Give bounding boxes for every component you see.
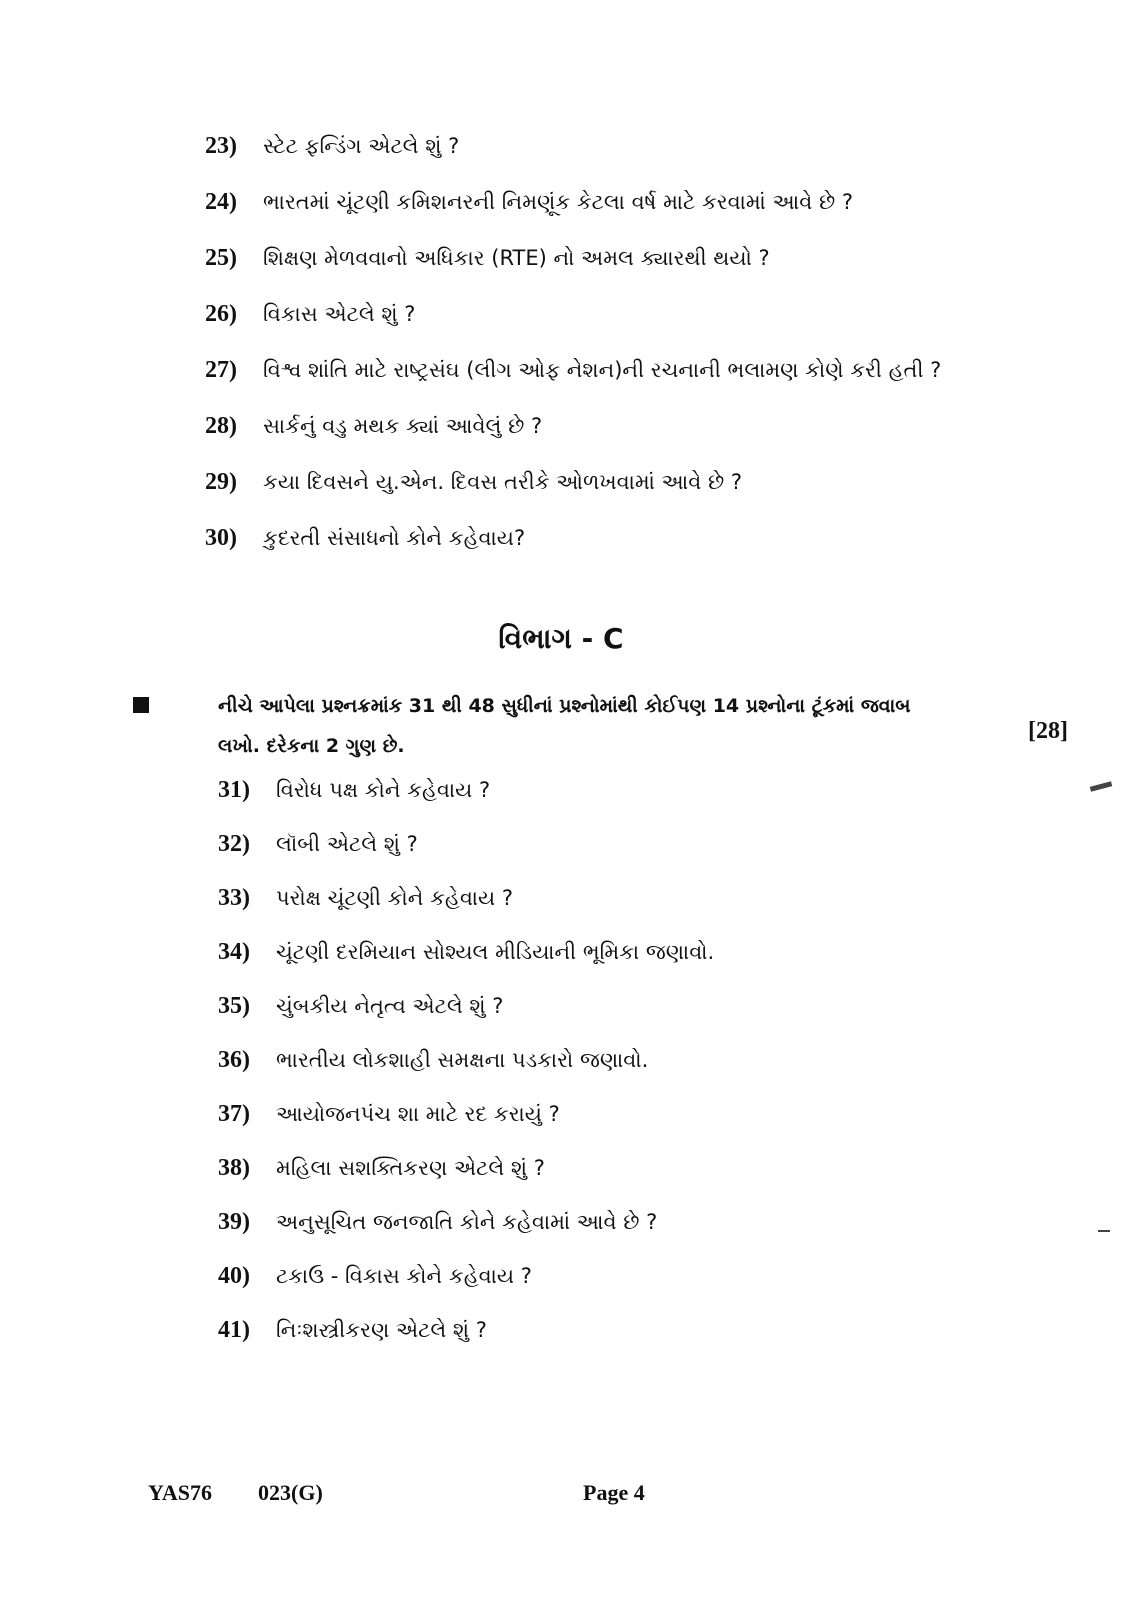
question-item [218,1312,918,1348]
question-number: 32) [218,831,250,857]
question-text: આયોજનપંચ શા માટે રદ કરાયું ? [276,1102,560,1126]
section-marks: [28] [1028,718,1068,744]
question-list-c [218,772,918,1366]
question-number: 34) [218,939,250,965]
question-text: વિશ્વ શાંતિ માટે રાષ્ટ્રસંઘ (લીગ ઓફ નેશન)ની રચનાની ભલામણ કોણે કરી હતી ? [263,358,942,382]
question-number: 27) [205,357,237,383]
question-number: 24) [205,189,237,215]
question-item [218,988,918,1024]
question-text: નિઃશસ્ત્રીકરણ એટલે શું ? [276,1318,487,1342]
question-text: વિકાસ એટલે શું ? [263,302,416,326]
question-number: 23) [205,133,237,159]
question-item [205,408,965,444]
question-text: અનુસૂચિત જનજાતિ કોને કહેવામાં આવે છે ? [276,1210,658,1234]
section-title: વિભાગ - C [498,622,624,655]
question-number: 36) [218,1047,250,1073]
question-text: મહિલા સશક્તિકરણ એટલે શું ? [276,1156,545,1180]
question-item [205,464,965,500]
question-number: 33) [218,885,250,911]
scan-mark [1090,781,1113,792]
question-item [218,880,918,916]
question-text: વિરોધ પક્ષ કોને કહેવાય ? [276,778,491,802]
question-list-b [205,128,965,576]
question-text: ભારતમાં ચૂંટણી કમિશનરની નિમણૂંક કેટલા વર્ષ માટે કરવામાં આવે છે ? [263,190,854,214]
scan-mark [1098,1230,1110,1232]
question-number: 35) [218,993,250,1019]
question-number: 25) [205,245,237,271]
question-item [218,1150,918,1186]
question-text: સાર્કનું વડુ મથક ક્યાં આવેલું છે ? [263,414,543,438]
question-number: 37) [218,1101,250,1127]
question-item [218,1204,918,1240]
question-item [218,772,918,808]
question-text: ટકાઉ - વિકાસ કોને કહેવાય ? [276,1264,532,1288]
question-number: 26) [205,301,237,327]
question-item [218,1042,918,1078]
question-number: 29) [205,469,237,495]
question-number: 31) [218,777,250,803]
question-text: શિક્ષણ મેળવવાનો અધિકાર (RTE) નો અમલ ક્યારથી થયો ? [263,246,770,270]
question-item [205,352,965,388]
question-number: 38) [218,1155,250,1181]
question-text: ચૂંટણી દરમિયાન સોશ્યલ મીડિયાની ભૂમિકા જણાવો. [276,940,715,964]
question-item [205,520,965,556]
question-item [218,826,918,862]
section-instruction: નીચે આપેલા પ્રશ્નક્રમાંક 31 થી 48 સુધીનાં પ્રશ્નોમાંથી કોઈપણ 14 પ્રશ્નોના ટૂંકમાં જવાબ લખો. દરેકના 2 ગુણ છે. [218,695,911,757]
question-item [218,934,918,970]
footer-page-number: Page 4 [583,1480,645,1505]
footer-code: YAS76 [148,1480,212,1505]
question-item [205,184,965,220]
question-number: 30) [205,525,237,551]
question-text: લૉબી એટલે શું ? [276,832,418,856]
question-number: 39) [218,1209,250,1235]
question-text: ભારતીય લોકશાહી સમક્ષના પડકારો જણાવો. [276,1048,649,1072]
question-text: કયા દિવસને યુ.એન. દિવસ તરીકે ઓળખવામાં આવે છે ? [263,470,743,494]
question-text: કુદરતી સંસાધનો કોને કહેવાય? [263,526,526,550]
question-number: 28) [205,413,237,439]
question-number: 40) [218,1263,250,1289]
square-bullet-icon [133,697,149,713]
footer-paper-code: 023(G) [258,1480,323,1505]
question-item [205,296,965,332]
question-text: ચુંબકીય નેતૃત્વ એટલે શું ? [276,994,504,1018]
question-item [205,128,965,164]
question-item [205,240,965,276]
question-text: સ્ટેટ ફન્ડિંગ એટલે શું ? [263,134,460,158]
question-item [218,1258,918,1294]
question-number: 41) [218,1317,250,1343]
question-text: પરોક્ષ ચૂંટણી કોને કહેવાય ? [276,886,514,910]
question-item [218,1096,918,1132]
